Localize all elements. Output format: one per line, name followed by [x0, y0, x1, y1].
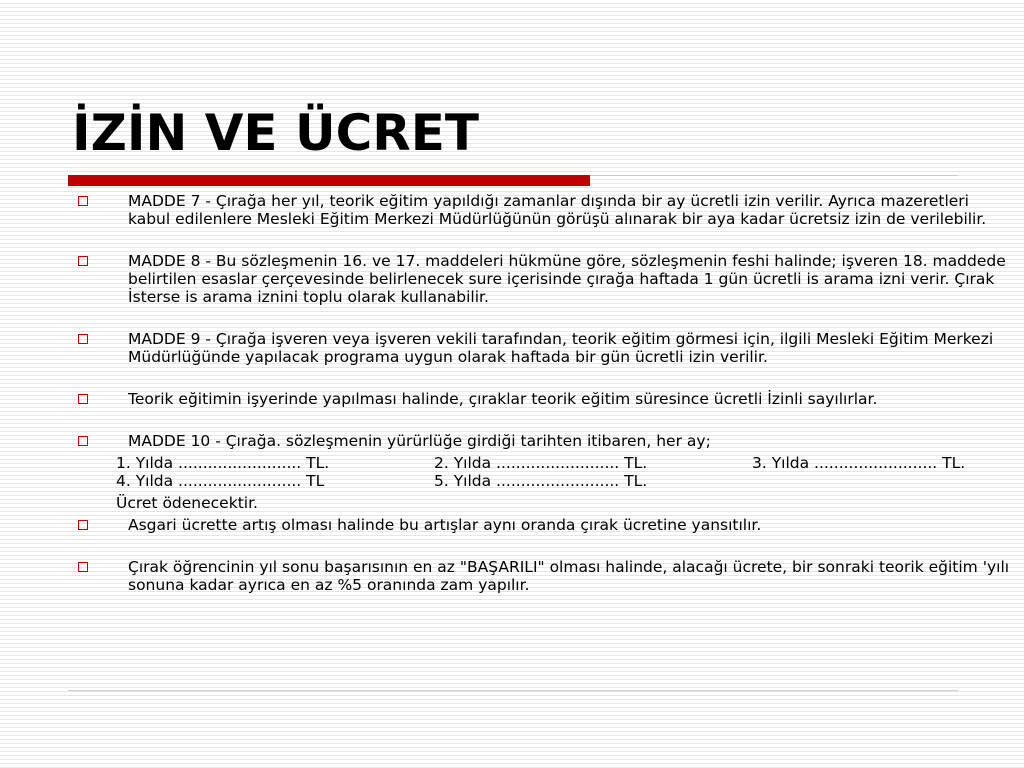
square-bullet-icon: [78, 256, 88, 266]
year-row-1: [74, 454, 1016, 472]
year-row-2: [74, 472, 1016, 490]
slide-title: İZİN VE ÜCRET: [72, 104, 480, 162]
bullet-item-asgari-ucret: [74, 516, 1016, 534]
bullet-text: Teorik eğitimin işyerinde yapılması halinde, çıraklar teorik eğitim süresince ücretli İzinli sayılırlar.: [128, 390, 878, 408]
year-2-line: 2. Yılda ......................... TL.: [434, 454, 648, 472]
square-bullet-icon: [78, 436, 88, 446]
closing-line: Ücret ödenecektir.: [116, 494, 258, 512]
bullet-item-yil-sonu: [74, 558, 1016, 594]
square-bullet-icon: [78, 520, 88, 530]
bullet-item-madde-10: [74, 432, 1016, 450]
square-bullet-icon: [78, 196, 88, 206]
bullet-text: Çırak öğrencinin yıl sonu başarısının en az "BAŞARILI" olması halinde, alacağı ücrete, bir sonraki teorik eğitim 'yılı sonuna kadar ayrıca en az %5 oranında zam yapılır.: [128, 558, 1010, 594]
square-bullet-icon: [78, 562, 88, 572]
square-bullet-icon: [78, 394, 88, 404]
bottom-divider-line: [68, 690, 958, 691]
title-accent-bar: [68, 175, 590, 186]
year-4-line: 4. Yılda ......................... TL: [116, 472, 325, 490]
bullet-text: MADDE 9 - Çırağa işveren veya işveren vekili tarafından, teorik eğitim görmesi için, ilgili Mesleki Eğitim Merkezi Müdürlüğünde yapılacak programa uygun olarak haftada bir gün ücretli izin verilir.: [128, 330, 994, 366]
bullet-item-madde-9: [74, 330, 1016, 366]
square-bullet-icon: [78, 334, 88, 344]
bullet-text: Asgari ücrette artış olması halinde bu artışlar aynı oranda çırak ücretine yansıtılır.: [128, 516, 762, 534]
bullet-text: MADDE 8 - Bu sözleşmenin 16. ve 17. maddeleri hükmüne göre, sözleşmenin feshi halinde; işveren 18. maddede belirtilen esaslar çerçevesinde belirlenecek sure içerisinde çırağa haftada 1 gün ücretli is arama izni verir. Çırak İsterse is arama iznini toplu olarak kullanabilir.: [128, 252, 1006, 306]
year-1-line: 1. Yılda ......................... TL.: [116, 454, 330, 472]
bullet-text: MADDE 7 - Çırağa her yıl, teorik eğitim yapıldığı zamanlar dışında bir ay ücretli izin verilir. Ayrıca mazeretleri kabul edilenlere Mesleki Eğitim Merkezi Müdürlüğünün görüşü alınarak bir aya kadar ücretsiz izin de verilebilir.: [128, 192, 987, 228]
bullet-text: MADDE 10 - Çırağa. sözleşmenin yürürlüğe girdiği tarihten itibaren, her ay;: [128, 432, 711, 450]
year-3-line: 3. Yılda ......................... TL.: [752, 454, 966, 472]
bullet-item-madde-7: [74, 192, 1016, 228]
bullet-item-madde-8: [74, 252, 1016, 306]
title-divider-line: [590, 175, 958, 176]
bullet-item-teorik-egitim: [74, 390, 1016, 408]
slide-body: [74, 192, 1016, 618]
year-5-line: 5. Yılda ......................... TL.: [434, 472, 648, 490]
